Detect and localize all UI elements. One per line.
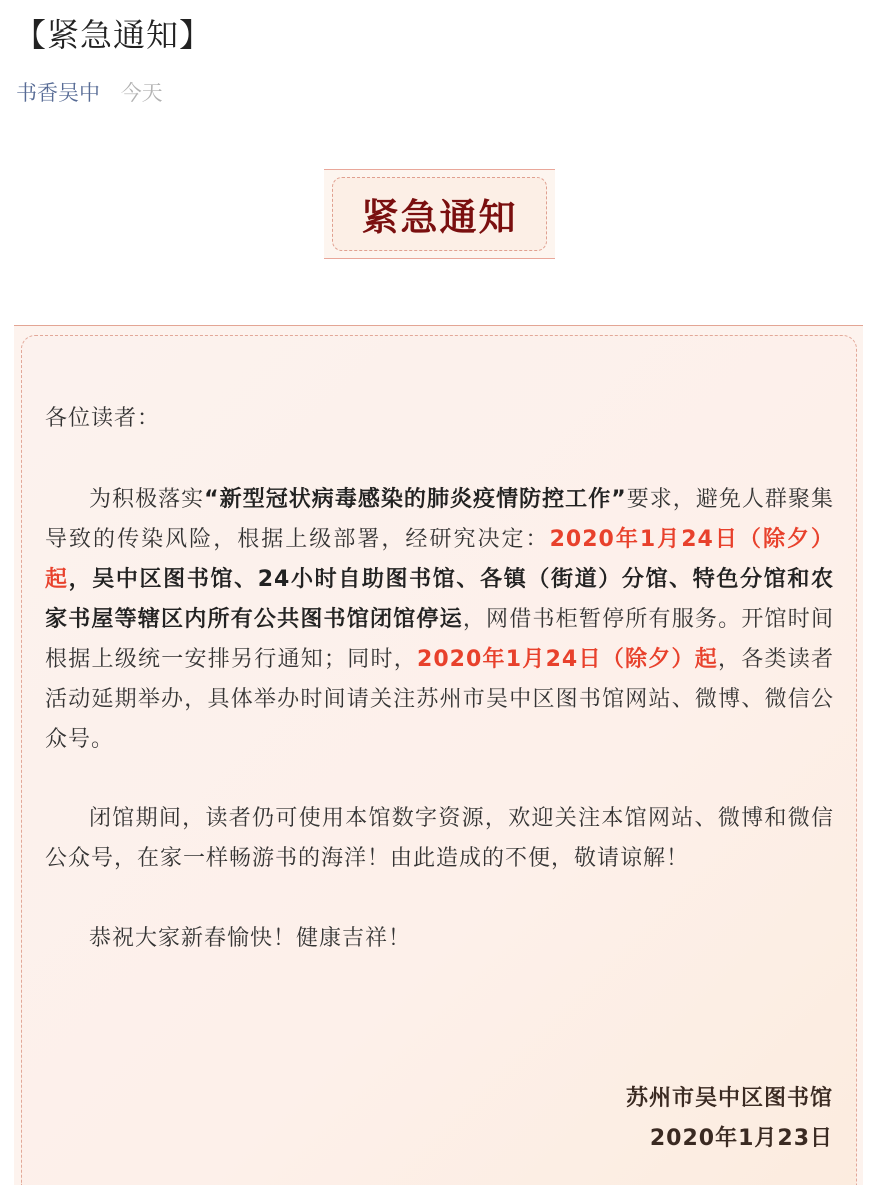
account-name-link[interactable]: 书香吴中 xyxy=(16,81,100,105)
p1-bold-closure: ，吴中区图书馆、24小时自助图书馆、各镇（街道）分馆、特色分馆和农家书屋等辖区内所有公共图书馆闭馆停运 xyxy=(45,567,834,632)
notice-banner xyxy=(324,169,555,259)
publish-time: 今天 xyxy=(120,81,163,105)
notice-paragraph-3: 恭祝大家新春愉快！健康吉祥！ xyxy=(89,926,412,951)
notice-salutation: 各位读者： xyxy=(45,406,161,431)
p1-text-2: 要求，避免人群聚集导致的传染风险，根据上级部署，经研究决定： xyxy=(45,487,834,552)
signature-org: 苏州市吴中区图书馆 xyxy=(625,1086,833,1111)
notice-panel-frame xyxy=(21,335,857,1185)
notice-signature xyxy=(626,1079,833,1159)
p1-text-1: 为积极落实 xyxy=(89,487,205,512)
p1-red-date-1: 2020年1月24日（除夕）起 xyxy=(45,527,834,592)
signature-date: 2020年1月23日 xyxy=(649,1126,833,1151)
article-title: 【紧急通知】 xyxy=(14,16,213,54)
notice-banner-heading: 紧急通知 xyxy=(361,196,518,239)
p1-red-date-2: 2020年1月24日（除夕）起 xyxy=(417,647,718,672)
notice-banner-frame xyxy=(332,177,547,251)
p1-bold-epidemic-work: “新型冠状病毒感染的肺炎疫情防控工作” xyxy=(204,487,627,512)
article-meta xyxy=(16,78,163,108)
p1-text-4: ，各类读者活动延期举办，具体举办时间请关注苏州市吴中区图书馆网站、微博、微信公众号。 xyxy=(45,647,834,752)
notice-paragraph-2: 闭馆期间，读者仍可使用本馆数字资源，欢迎关注本馆网站、微博和微信公众号，在家一样畅游书的海洋！由此造成的不便，敬请谅解！ xyxy=(45,806,834,871)
p1-text-3: ，网借书柜暂停所有服务。开馆时间根据上级统一安排另行通知；同时， xyxy=(45,607,834,672)
notice-paragraph-1 xyxy=(45,480,834,760)
